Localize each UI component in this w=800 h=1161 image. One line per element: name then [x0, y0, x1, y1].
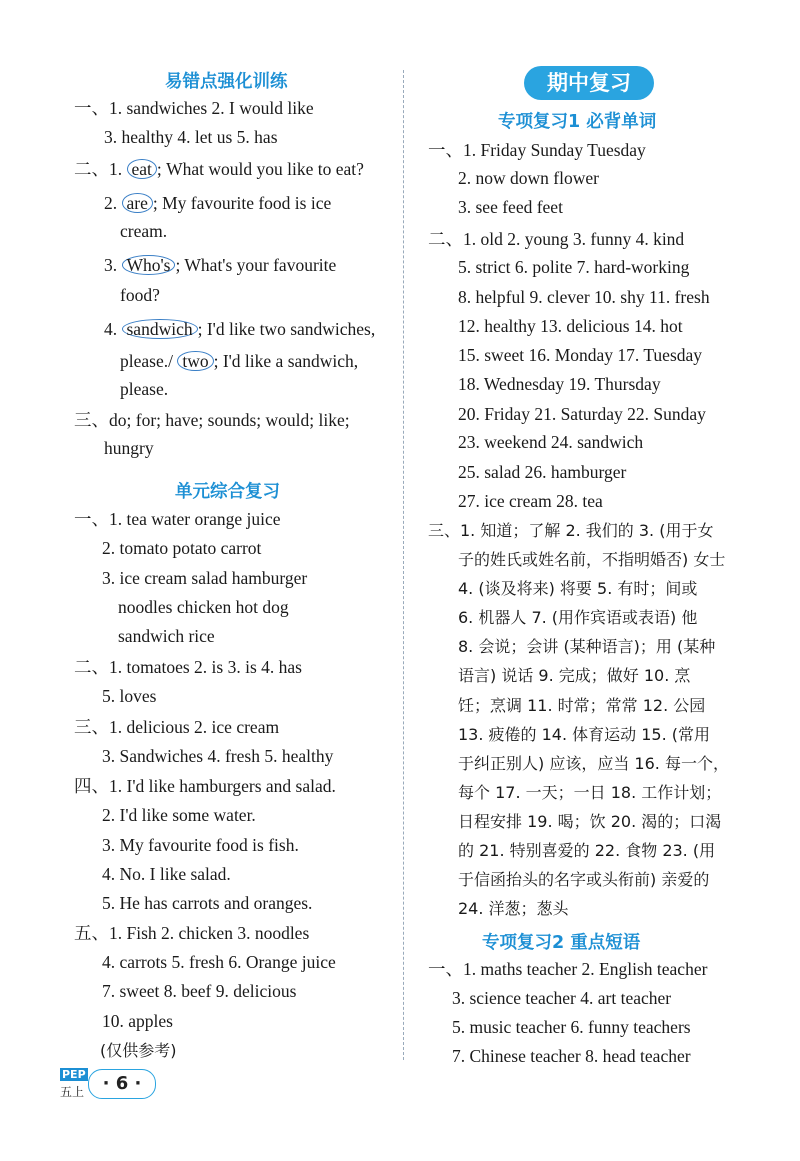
answer-line: 4. (谈及将来) 将要 5. 有时；间或	[458, 579, 698, 598]
answer-line: 23. weekend 24. sandwich	[458, 432, 644, 452]
line-text: ; I'd like two sandwiches,	[197, 319, 376, 339]
circled-error: two	[177, 351, 213, 371]
answer-line: 一、1. tea water orange juice	[74, 509, 281, 529]
line-text: ; What's your favourite	[175, 255, 337, 275]
answer-line: 饪；烹调 11. 时常；常常 12. 公园	[458, 696, 706, 715]
answer-line: 3. see feed feet	[458, 197, 563, 217]
answer-line: 一、1. maths teacher 2. English teacher	[428, 959, 708, 979]
answer-line: 于纠正别人) 应该，应当 16. 每一个，	[458, 754, 729, 773]
answer-line: 3. ice cream salad hamburger	[102, 568, 308, 588]
answer-line: 五、1. Fish 2. chicken 3. noodles	[74, 923, 310, 943]
answer-line: cream.	[120, 221, 168, 241]
answer-line: food?	[120, 285, 160, 305]
answer-line: 二、1. old 2. young 3. funny 4. kind	[428, 229, 685, 249]
answer-line	[120, 350, 358, 372]
answer-line: 2. I'd like some water.	[102, 805, 256, 825]
answer-line: 3. My favourite food is fish.	[102, 835, 299, 855]
circled-error: eat	[127, 159, 157, 179]
answer-line: 于信函抬头的名字或头衔前) 亲爱的	[458, 870, 710, 889]
answer-line	[74, 158, 364, 180]
answer-line: 语言) 说话 9. 完成；做好 10. 烹	[458, 666, 691, 685]
answer-line: 日程安排 19. 喝；饮 20. 渴的；口渴	[458, 812, 722, 831]
answer-line: 2. tomato potato carrot	[102, 538, 262, 558]
line-prefix: 3.	[104, 255, 122, 275]
answer-line: hungry	[104, 438, 154, 458]
answer-line: 一、1. sandwiches 2. I would like	[74, 98, 314, 118]
midterm-review-badge: 期中复习	[524, 66, 654, 100]
circled-error: are	[122, 193, 153, 213]
answer-line: 的 21. 特别喜爱的 22. 食物 23. (用	[458, 841, 716, 860]
answer-line: 8. helpful 9. clever 10. shy 11. fresh	[458, 287, 710, 307]
section-title-must-memorize-words: 专项复习1 必背单词	[498, 112, 657, 132]
section-title-key-phrases: 专项复习2 重点短语	[482, 933, 641, 953]
answer-line: 二、1. tomatoes 2. is 3. is 4. has	[74, 657, 302, 677]
answer-line: 4. No. I like salad.	[102, 864, 231, 884]
answer-line: 四、1. I'd like hamburgers and salad.	[74, 776, 336, 796]
answer-line: 一、1. Friday Sunday Tuesday	[428, 140, 646, 160]
answer-line: 2. now down flower	[458, 168, 599, 188]
answer-line: 12. healthy 13. delicious 14. hot	[458, 316, 683, 336]
answer-line: 三、1. 知道；了解 2. 我们的 3. (用于女	[428, 521, 714, 540]
answer-line	[104, 254, 336, 276]
circled-error: sandwich	[122, 319, 198, 339]
line-text: ; What would you like to eat?	[156, 159, 364, 179]
answer-line: 13. 疲倦的 14. 体育运动 15. (常用	[458, 725, 711, 744]
answer-line: 5. strict 6. polite 7. hard-working	[458, 257, 690, 277]
line-text: ; My favourite food is ice	[152, 193, 332, 213]
answer-line	[104, 192, 331, 214]
answer-line: 5. loves	[102, 686, 157, 706]
answer-line: 20. Friday 21. Saturday 22. Sunday	[458, 404, 706, 424]
section-title-error-training: 易错点强化训练	[165, 72, 288, 92]
line-prefix: 2.	[104, 193, 122, 213]
column-divider	[403, 70, 404, 1060]
answer-line: 3. science teacher 4. art teacher	[452, 988, 672, 1008]
answer-line: 每个 17. 一天；一日 18. 工作计划；	[458, 783, 722, 802]
answer-line: 5. music teacher 6. funny teachers	[452, 1017, 691, 1037]
pep-label: PEP	[62, 1068, 86, 1081]
answer-line: 18. Wednesday 19. Thursday	[458, 374, 661, 394]
line-prefix: please./	[120, 351, 178, 371]
line-prefix: 4.	[104, 319, 122, 339]
answer-line: 10. apples	[102, 1011, 173, 1031]
answer-line: 5. He has carrots and oranges.	[102, 893, 313, 913]
line-prefix: 二、1.	[74, 159, 127, 179]
answer-line: please.	[120, 379, 169, 399]
grade-label: 五上	[60, 1085, 85, 1099]
answer-line: 三、1. delicious 2. ice cream	[74, 717, 280, 737]
answer-line: 6. 机器人 7. (用作宾语或表语) 他	[458, 608, 698, 627]
section-title-unit-review: 单元综合复习	[175, 482, 280, 502]
answer-line: sandwich rice	[118, 626, 215, 646]
answer-line: 25. salad 26. hamburger	[458, 462, 627, 482]
answer-line: 子的姓氏或姓名前，不指明婚否) 女士	[458, 550, 726, 569]
answer-line: 15. sweet 16. Monday 17. Tuesday	[458, 345, 703, 365]
circled-error: Who's	[122, 255, 176, 275]
answer-line: 24. 洋葱；葱头	[458, 899, 569, 918]
answer-line: 三、do; for; have; sounds; would; like;	[74, 410, 350, 430]
answer-line: 3. Sandwiches 4. fresh 5. healthy	[102, 746, 334, 766]
answer-line: noodles chicken hot dog	[118, 597, 289, 617]
answer-line: 3. healthy 4. let us 5. has	[104, 127, 278, 147]
answer-line: 7. Chinese teacher 8. head teacher	[452, 1046, 691, 1066]
answer-line: 4. carrots 5. fresh 6. Orange juice	[102, 952, 336, 972]
line-text: ; I'd like a sandwich,	[213, 351, 359, 371]
answer-line: 8. 会说；会讲 (某种语言)；用 (某种	[458, 637, 716, 656]
answer-line: 27. ice cream 28. tea	[458, 491, 603, 511]
answer-line	[104, 318, 375, 340]
page-number: · 6 ·	[88, 1069, 156, 1099]
reference-note: (仅供参考)	[100, 1041, 177, 1060]
answer-line: 7. sweet 8. beef 9. delicious	[102, 981, 297, 1001]
